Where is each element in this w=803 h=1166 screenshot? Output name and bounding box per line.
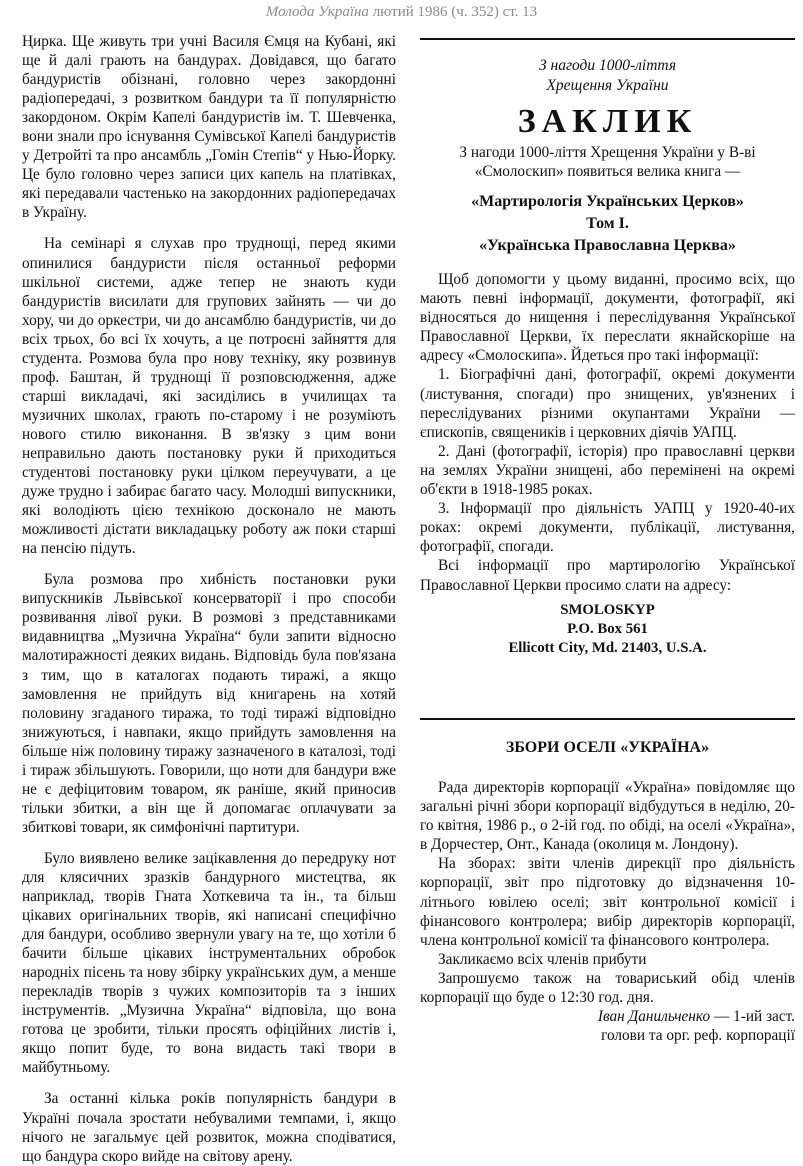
meeting-body — [420, 778, 795, 1007]
appeal-paragraph: 2. Дані (фотографії, історія) про православні церкви на землях України знищені, або перемінені на окремі об'єкти в 1918-1985 роках. — [420, 442, 795, 499]
section-divider — [420, 718, 795, 720]
mailing-address — [420, 601, 795, 658]
article-paragraph: За останні кілька років популярність бандури в Україні почала зростати небувалими темпами, і, якщо нічого не загальмує цей розвиток, можна сподіватися, що бандура скоро вийде на світову арену. — [22, 1090, 396, 1165]
running-head — [0, 4, 803, 21]
article-paragraph: Була розмова про хибність постановки руки випускників Львівської консерваторії і про способи розвивання лівої руки. В розмові з представниками видавництва „Музична Україна“ були запити відносно малотиражності деяких видань. Відповідь була пов'язана з тим, що в каталогах подають тиражі, а якщо замовлення не прийдуть від книгарень на хотяй половину згаданого тиража, то тоді тиражі відповідно знижуються, і навпаки, якщо прийдуть замовлення на більше ніж половину тиражу зазначеного в каталозі, тоді і тираж збільшують. Говорили, що ноти для бандури вже не є дефіцитовим товаром, як раніше, який приносив тільки збитки, а він ще й допомагає оплачувати за збиткові товари, як симфонічні партитури. — [22, 571, 396, 836]
signature-role-line: голови та орг. реф. корпорації — [601, 1027, 795, 1045]
signature — [420, 1007, 795, 1026]
meeting-paragraph: Рада директорів корпорації «Україна» повідомляє що загальні річні збори корпорації відбудуться в неділю, 20-го квітня, 1986 р., о 2-ій год. по обіді, на оселі «Україна», в Дорчестер, Онт., Канада (околиця м. Лондону). — [420, 779, 795, 854]
article-paragraph: Було виявлено велике зацікавлення до передруку нот для клясичних зразків бандурного мистецтва, як наприклад, творів Гната Хоткевича та ін., та більш цікавих оригінальних творів, які написані специфічно для бандури, особливо звернули увагу на те, що хотіли б бачити більше цікавих інструментальних обробок народніх пісень та нову збірку українських дум, а менше перекладів творів з чужих композиторів та з інших інструментів. „Музична Україна“ відповіла, що вона готова це зробити, тільки просять офіційних листів і, якщо попит буде, то вона видасть такі твори в майбутньому. — [22, 849, 396, 1077]
top-divider — [420, 38, 795, 40]
appeal-notice — [420, 56, 795, 658]
occasion-line: Хрещення України — [546, 77, 669, 94]
issue-info: лютий 1986 (ч. 352) ст. 13 — [372, 4, 538, 20]
appeal-paragraph: 1. Біографічні дані, фотографії, окремі документи (листування, спогади) про знищених, ув'язнених і переслідуваних різними окупантами України — єпископів, священиків і церковних діячів УАПЦ. — [420, 366, 795, 441]
appeal-lead: З нагоди 1000-ліття Хрещення України у В-ві «Смолоскип» появиться велика книга — — [459, 144, 756, 180]
meeting-notice — [420, 738, 795, 1045]
article-paragraph: На семінарі я слухав про труднощі, перед якими опинилися бандуристи після останньої реформи шкільної системи, адже тепер не знають куди бандуристів висилати для групових зайнять — чи до хору, чи до оркестри, чи до ансамблю бандуристів, чи до всіх трьох, бо всі їх хочуть, а це потроєні зайняття для студента. Розмова була про нову техніку, яку розвинув проф. Баштан, й труднощі її розповсюдження, адже старші викладачі, які засиділись в училищах та музичних школах, грають по-старому і не розуміють нового стилю виконання. В зв'язку з цим вони неправильно дають постановку руки й приходиться студентові постановку руки цілком переучувати, а це дуже трудно і забирає багато часу. Молодші випускники, які володіють цією технікою досконало не мають можливості дістати викладацьку роботу аж поки старші на пенсію підуть. — [22, 235, 396, 558]
address-line: SMOLOSKYP — [560, 601, 655, 618]
signature-name: Іван Данильченко — [597, 1008, 711, 1026]
book-title: «Мартирологія Українських Церков» — [471, 193, 744, 210]
meeting-paragraph: Закликаємо всіх членів прибути — [438, 950, 647, 968]
appeal-paragraph: 3. Інформації про діяльність УАПЦ у 1920-40-их роках: окремі документи, публікації, листування, фотографії, спогади. — [420, 500, 795, 556]
signature-role: — 1-ий заст. — [710, 1008, 795, 1026]
occasion-line: З нагоди 1000-ліття — [538, 57, 677, 74]
meeting-paragraph: Запрошуємо також на товариський обід членів корпорації що буде о 12:30 год. дня. — [420, 969, 795, 1007]
article-paragraph: Ңирка. Ще живуть три учні Василя Ємця на Кубані, які ще й далі грають на бандурах. Довідався, що багато бандуристів обізнані, головно через закордонні радіопередачі, з розвитком бандури та її популярністю закордоном. Окрім Капелі бандуристів ім. Т. Шевченка, вони знали про існування Сумівської Капелі бандуристів у Детройті та про ансамбль „Гомін Степів“ у Нью-Йорку. Це було головно через записи цих капель на платівках, які передавали частенько на закордонних радіопередачах в Україну. — [22, 33, 396, 222]
address-line: P.O. Box 561 — [567, 620, 648, 637]
article-continuation — [22, 32, 396, 1166]
book-volume: Том І. — [586, 215, 629, 232]
meeting-heading: ЗБОРИ ОСЕЛІ «УКРАЇНА» — [505, 739, 710, 756]
appeal-body — [420, 270, 795, 595]
appeal-paragraph: Всі інформації про мартирологію Української Православної Церкви просимо слати на адресу: — [420, 557, 795, 594]
address-line: Ellicott City, Md. 21403, U.S.A. — [508, 639, 707, 656]
meeting-paragraph: На зборах: звіти членів дирекції про діяльність корпорації, звіт про підготовку до відзначення 10-літнього ювілею оселі; звіт контрольної комісії і фінансового контролера; вибір директорів корпорації, члена контрольної комісії та фінансового контролера. — [420, 855, 795, 949]
journal-name: Молода Україна — [265, 4, 369, 20]
appeal-paragraph: Щоб допомогти у цьому виданні, просимо всіх, що мають певні інформації, документи, фотографії, які відносяться до нищення і переслідування Української Православної Церкви, їх переслати якнайскоріше на адресу «Смолоскипа». Йдеться про такі інформації: — [420, 271, 795, 365]
book-subtitle: «Українська Православна Церква» — [479, 237, 736, 254]
appeal-title: ЗАКЛИК — [517, 103, 698, 140]
